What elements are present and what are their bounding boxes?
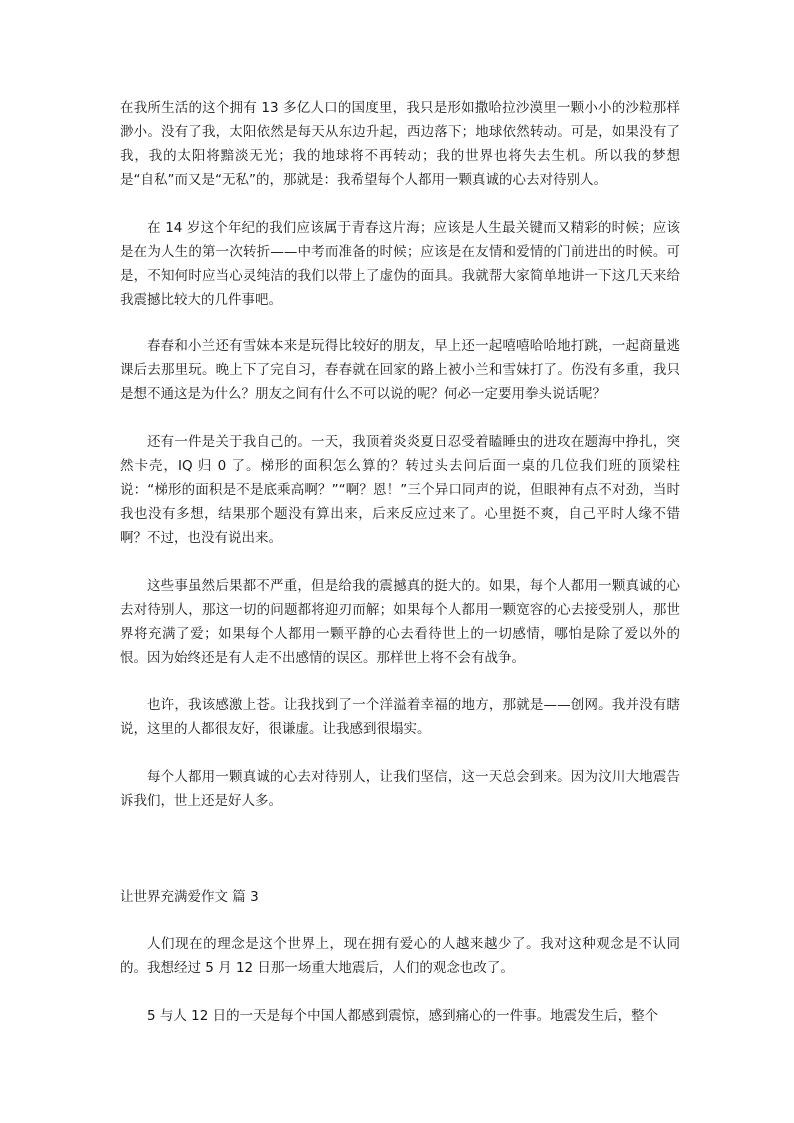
paragraph-6: 也许，我该感激上苍。让我找到了一个洋溢着幸福的地方，那就是——创网。我并没有瞎说，这里的人都很友好，很谦虚。让我感到很塌实。 (120, 697, 680, 737)
paragraph-2: 在 14 岁这个年纪的我们应该属于青春这片海；应该是人生最关键而又精彩的时候；应该是在为人生的第一次转折——中考而准备的时候；应该是在友情和爱情的门前进出的时候。可是，不知何时应当心灵纯洁的我们以带上了虚伪的面具。我就帮大家简单地讲一下这几天来给我震撼比较大的几件事吧。 (120, 220, 680, 308)
paragraph-9: 5 与人 12 日的一天是每个中国人都感到震惊，感到痛心的一件事。地震发生后，整个 (147, 1008, 659, 1024)
paragraph-5: 这些事虽然后果都不严重，但是给我的震撼真的挺大的。如果，每个人都用一颗真诚的心去对待别人，那这一切的问题都将迎刃而解；如果每个人都用一颗宽容的心去接受别人，那世界将充满了爱；如果每个人都用一颗平静的心去看待世上的一切感情，哪怕是除了爱以外的恨。因为始终还是有人走不出感情的误区。那样世上将不会有战争。 (120, 578, 680, 666)
paragraph-7: 每个人都用一颗真诚的心去对待别人，让我们坚信，这一天总会到来。因为汶川大地震告诉我们，世上还是好人多。 (120, 769, 680, 809)
paragraph-4: 还有一件是关于我自己的。一天，我顶着炎炎夏日忍受着瞌睡虫的进攻在题海中挣扎，突然卡壳，IQ 归 0 了。梯形的面积怎么算的？转过头去问后面一桌的几位我们班的顶梁柱说：“梯形的面积是不是底乘高啊？”“啊？恩！”三个异口同声的说，但眼神有点不对劲，当时我也没有多想，结果那个题没有算出来，后来反应过来了。心里挺不爽，自己平时人缘不错啊？不过，也没有说出来。 (120, 434, 680, 546)
paragraph-3: 春春和小兰还有雪妹本来是玩得比较好的朋友，早上还一起嘻嘻哈哈地打跳，一起商量逃课后去那里玩。晚上下了完自习，春春就在回家的路上被小兰和雪妹打了。伤没有多重，我只是想不通这是为什么？朋友之间有什么不可以说的呢？何必一定要用拳头说话呢？ (120, 338, 680, 402)
paragraph-8: 人们现在的理念是这个世界上，现在拥有爱心的人越来越少了。我对这种观念是不认同的。我想经过 5 月 12 日那一场重大地震后，人们的观念也改了。 (120, 936, 680, 976)
paragraph-1: 在我所生活的这个拥有 13 多亿人口的国度里，我只是形如撒哈拉沙漠里一颗小小的沙粒那样渺小。没有了我，太阳依然是每天从东边升起，西边落下；地球依然转动。可是，如果没有了我，我的太阳将黯淡无光；我的地球将不再转动；我的世界也将失去生机。所以我的梦想是“自私”而又是“无私”的，那就是：我希望每个人都用一颗真诚的心去对待别人。 (120, 100, 680, 188)
section-heading: 让世界充满爱作文 篇 3 (120, 889, 259, 905)
